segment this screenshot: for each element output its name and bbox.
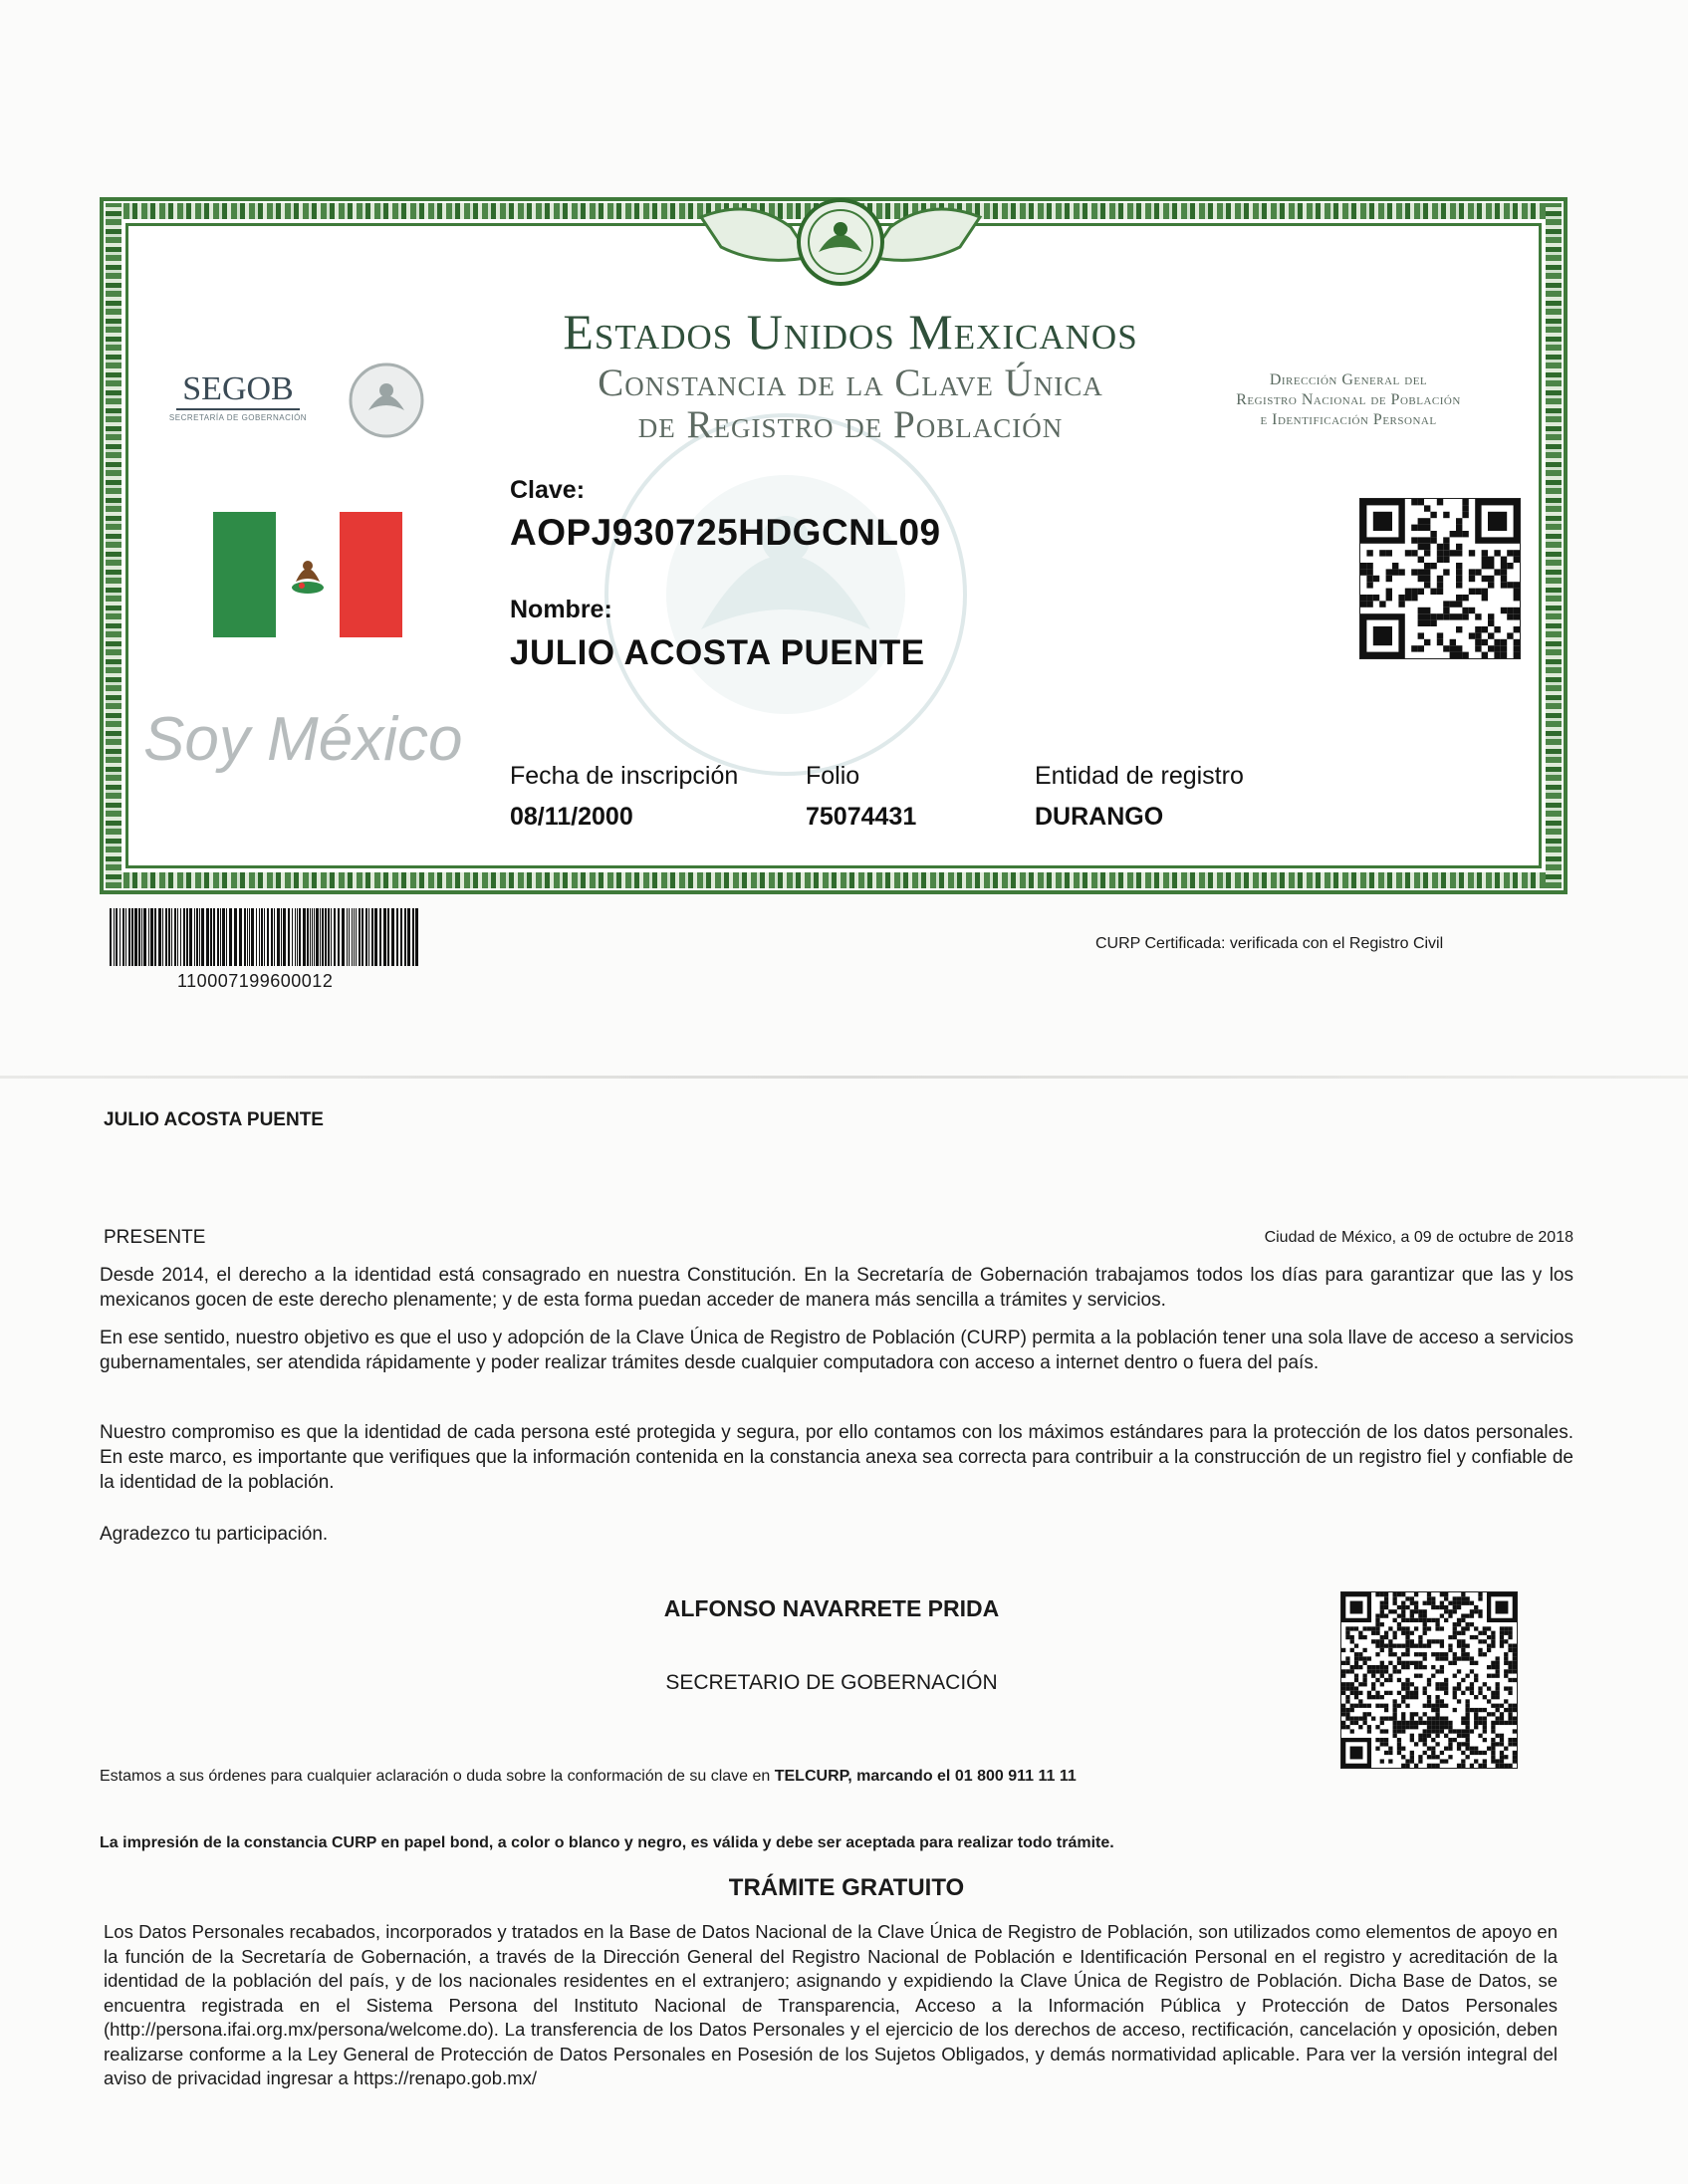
border-pattern-left	[106, 203, 121, 888]
validity-note: La impresión de la constancia CURP en papel bond, a color o blanco y negro, es válida y debe ser aceptada para realizar todo trámite.	[100, 1834, 1114, 1851]
agency-line2: Registro Nacional de Población	[1236, 391, 1461, 408]
letter-paragraph-1: Desde 2014, el derecho a la identidad está consagrado en nuestra Constitución. En la Secretaría de Gobernación trabajamos todos los días para garantizar que las y los mexicanos gocen de este derecho plenamente; y de esta forma puedan acceder de manera más sencilla a trámites y servicios.	[100, 1265, 1573, 1311]
segob-logo	[158, 370, 318, 422]
nombre-value: JULIO ACOSTA PUENTE	[510, 633, 925, 672]
folio-label: Folio	[806, 762, 860, 790]
privacy-notice: Los Datos Personales recabados, incorporados y tratados en la Base de Datos Nacional de la Clave Única de Registro de Población, son utilizados como elementos de apoyo en la función de la Secretaría de Gobernación, a través de la Dirección General del Registro Nacional de Población e Identificación Personal en el registro y acreditación de la identidad de la población del país, y de los nacionales residentes en el extranjero; asignando y expidiendo la Clave Única de Registro de Población. Dicha Base de Datos, se encuentra registrada en el Sistema Persona del Instituto Nacional de Transparencia, Acceso a la Información Pública y Protección de Datos Personales (http://persona.ifai.org.mx/persona/welcome.do). La transferencia de los Datos Personales y el ejercicio de los derechos de acceso, rectificación, cancelación y oposición, deben realizarse conforme a la Ley General de Protección de Datos Personales en Posesión de los Sujetos Obligados, y demás normatividad aplicable. Para ver la versión integral del aviso de privacidad ingresar a https://renapo.gob.mx/	[104, 1921, 1558, 2088]
letter-paragraph-3: Nuestro compromiso es que la identidad de cada persona esté protegida y segura, por ello contamos con los máximos estándares para la protección de los datos personales. En este marco, es importante que verifiques que la información contenida en la constancia anexa sea correcta para contribuir a la construcción de un registro fiel y confiable de la identidad de la población.	[100, 1422, 1573, 1493]
closing: Agradezco tu participación.	[100, 1524, 329, 1545]
agency-name	[1184, 370, 1513, 430]
telcurp-phone: TELCURP, marcando el 01 800 911 11 11	[774, 1768, 1077, 1785]
recipient-name: JULIO ACOSTA PUENTE	[104, 1109, 324, 1130]
nombre-label: Nombre:	[510, 596, 612, 623]
watermark-seal-icon	[592, 400, 980, 789]
national-seal-icon	[691, 197, 990, 297]
agency-line3: e Identificación Personal	[1260, 411, 1437, 428]
country-title: Estados Unidos Mexicanos	[563, 304, 1138, 360]
segob-subtext: SECRETARÍA DE GOBERNACIÓN	[168, 413, 308, 422]
border-pattern-bottom	[106, 872, 1562, 888]
place-date: Ciudad de México, a 09 de octubre de 2018	[1264, 1229, 1573, 1246]
entidad-value: DURANGO	[1035, 803, 1164, 831]
fecha-label: Fecha de inscripción	[510, 762, 739, 790]
telcurp-prefix: Estamos a sus órdenes para cualquier aclaración o duda sobre la conformación de su clave en	[100, 1768, 775, 1785]
clave-value: AOPJ930725HDGCNL09	[510, 512, 941, 553]
agency-line1: Dirección General del	[1269, 371, 1428, 388]
free-procedure-title: TRÁMITE GRATUITO	[728, 1874, 965, 1901]
slogan: Soy México	[143, 705, 463, 774]
border-pattern-right	[1546, 203, 1562, 888]
signer-name: ALFONSO NAVARRETE PRIDA	[663, 1595, 1000, 1621]
document-title-line2: de Registro de Población	[637, 403, 1064, 446]
qr-code-icon	[1359, 498, 1521, 659]
presente: PRESENTE	[104, 1227, 206, 1248]
qr-code-signature-icon	[1340, 1591, 1518, 1769]
folio-value: 75074431	[806, 803, 917, 831]
document-title-line1: Constancia de la Clave Única	[598, 362, 1103, 404]
certified-note: CURP Certificada: verificada con el Registro Civil	[1095, 935, 1444, 952]
barcode-icon	[110, 908, 418, 968]
entidad-label: Entidad de registro	[1035, 762, 1244, 790]
curp-certificate	[100, 197, 1567, 894]
signer-title: SECRETARIO DE GOBERNACIÓN	[665, 1671, 998, 1694]
fecha-value: 08/11/2000	[510, 803, 633, 831]
segob-text: SEGOB	[176, 370, 299, 410]
letter-paragraph-2: En ese sentido, nuestro objetivo es que el uso y adopción de la Clave Única de Registro de Población (CURP) permita a la población tener una sola llave de acceso a servicios gubernamentales, ser atendida rápidamente y poder realizar trámites desde cualquier computadora con acceso a internet dentro o fuera del país.	[100, 1328, 1573, 1373]
segob-seal-icon	[347, 361, 426, 440]
flag-eagle-icon	[288, 552, 328, 598]
fold-line	[0, 1076, 1688, 1079]
barcode-number: 110007199600012	[177, 971, 334, 991]
telcurp-note	[100, 1768, 1315, 1786]
mexican-flag-icon	[213, 512, 402, 637]
clave-label: Clave:	[510, 476, 586, 504]
